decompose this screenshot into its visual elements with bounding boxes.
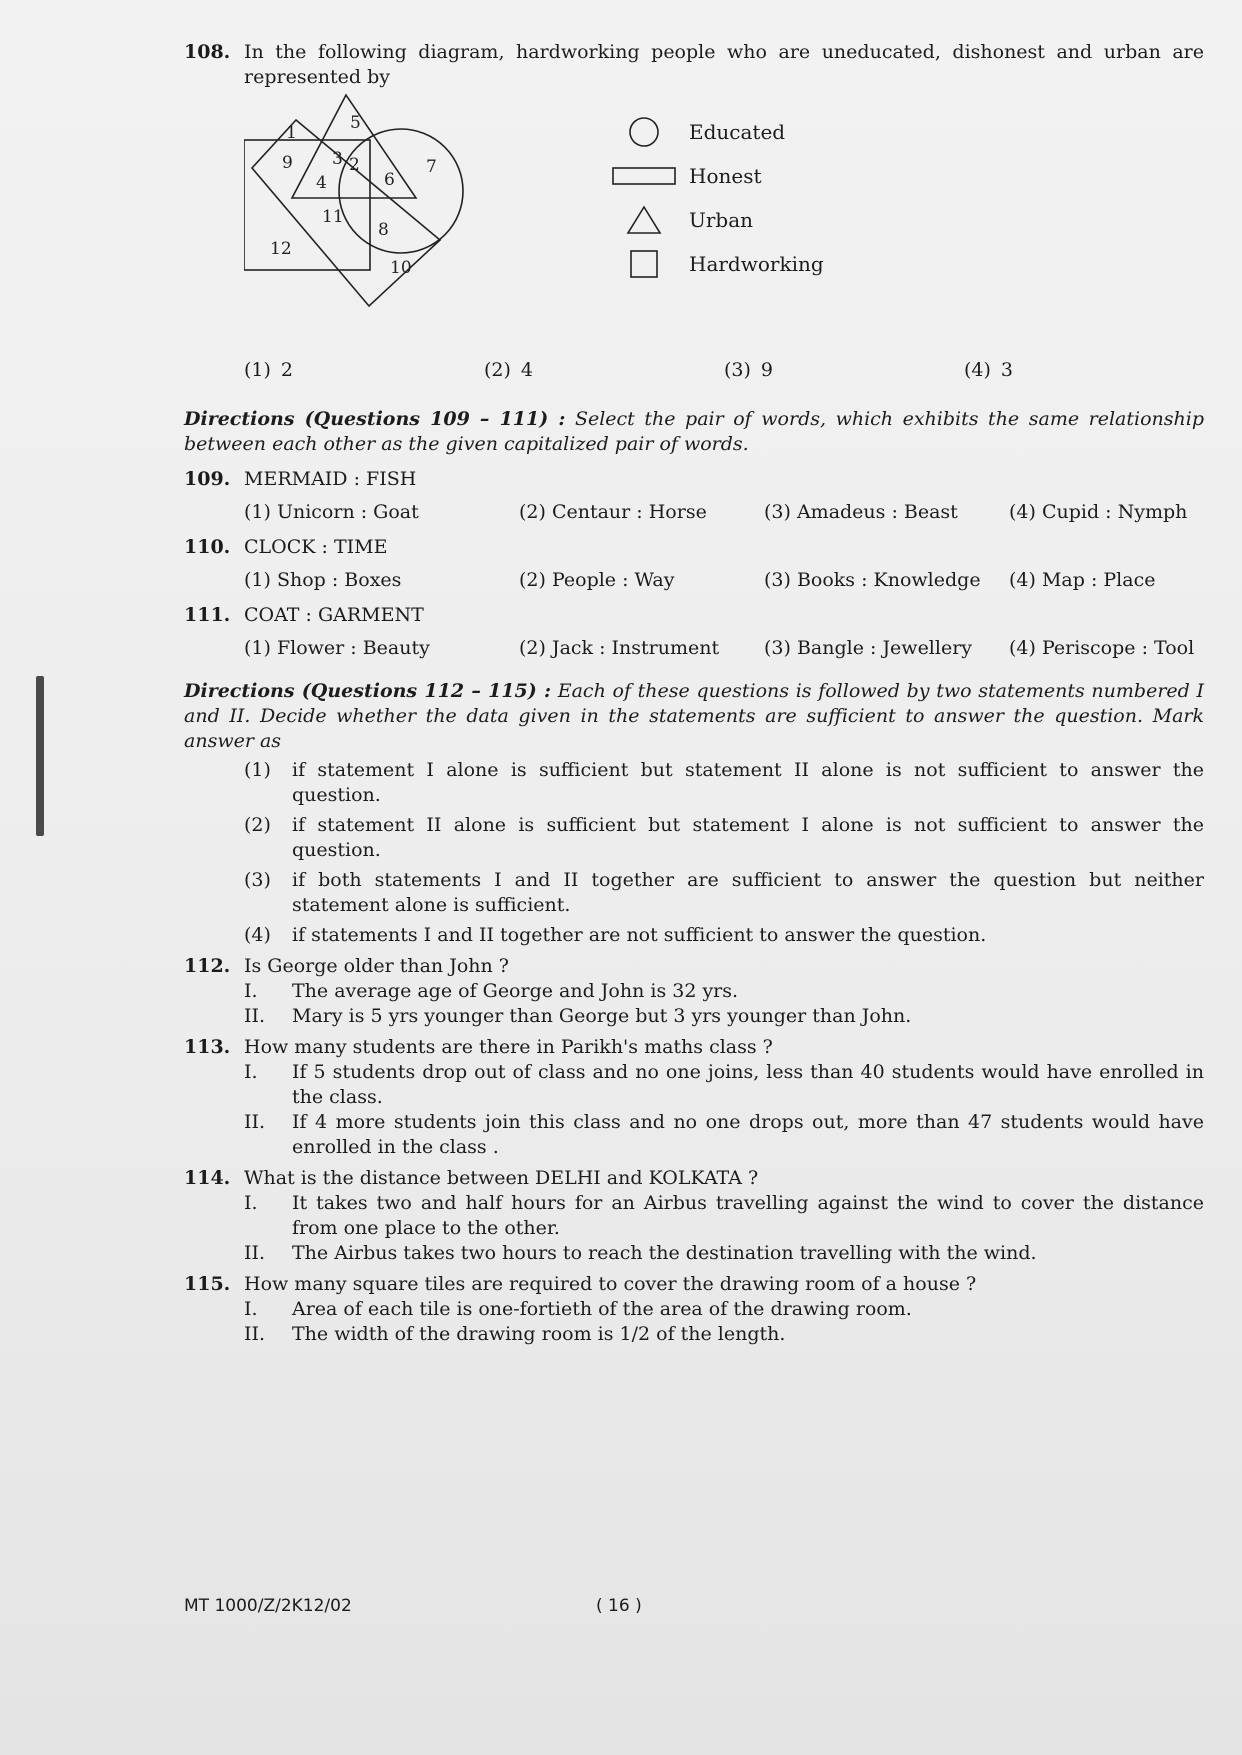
legend-item-hardworking: [609, 242, 824, 286]
directions-112-115: [184, 679, 1204, 754]
question-114: [184, 1166, 1204, 1191]
directions-109-111: [184, 407, 1204, 457]
circle-educated-shape: [339, 129, 463, 253]
region-label-2: 2: [349, 155, 360, 175]
option-2[interactable]: (2) Centaur : Horse: [519, 501, 707, 523]
content: [184, 40, 1204, 1347]
question-text: In the following diagram, hardworking people who are uneducated, dishonest and urban are represented by: [244, 41, 1204, 88]
question-108-options: [244, 358, 1204, 383]
region-label-10: 10: [390, 258, 412, 278]
question-number: 109.: [184, 468, 231, 490]
answer-key-item: (1) if statement I alone is sufficient but statement II alone is not sufficient to answer the question.: [244, 759, 1204, 806]
directions-text: Each of these questions is followed by two statements numbered I and II. Decide whether the data given in the statements are sufficient to answer the question. Mark answer as: [184, 680, 1205, 752]
answer-key-item: (2) if statement II alone is sufficient but statement I alone is not sufficient to answer the question.: [244, 814, 1204, 861]
question-text: Is George older than John ?: [244, 955, 509, 977]
directions-label: Directions (Questions 109 – 111) :: [184, 408, 566, 430]
question-text: MERMAID : FISH: [244, 468, 417, 490]
region-label-11: 11: [322, 207, 344, 227]
triangle-urban-shape: [292, 95, 416, 198]
statement-I: I. The average age of George and John is 32 yrs.: [244, 980, 739, 1002]
directions-text: Select the pair of words, which exhibits the same relationship between each other as the given capitalized pair of words.: [184, 408, 1204, 455]
question-111: [184, 603, 1204, 628]
option-1[interactable]: (1) Shop : Boxes: [244, 569, 402, 591]
directions-label: Directions (Questions 112 – 115) :: [184, 680, 552, 702]
legend-item-educated: [609, 110, 824, 154]
statement-II: II. The width of the drawing room is 1/2 of the length.: [244, 1323, 786, 1345]
square-icon: [609, 249, 679, 279]
region-label-9: 9: [282, 153, 293, 173]
question-108: [184, 40, 1204, 90]
booklet-code: MT 1000/Z/2K12/02: [184, 1596, 352, 1616]
question-109-options: [244, 500, 1204, 525]
binding-mark: [36, 676, 44, 836]
option-1[interactable]: (1) Unicorn : Goat: [244, 501, 419, 523]
region-label-12: 12: [270, 239, 292, 259]
option-2[interactable]: (2) 4: [484, 359, 534, 381]
answer-key-item: (3) if both statements I and II together are sufficient to answer the question but neither statement alone is sufficient.: [244, 869, 1204, 916]
question-110-options: [244, 568, 1204, 593]
question-number: 112.: [184, 955, 231, 977]
option-3[interactable]: (3) 9: [724, 359, 774, 381]
question-110: [184, 535, 1204, 560]
question-111-options: [244, 636, 1204, 661]
answer-key-list: [244, 758, 1204, 948]
option-4[interactable]: (4) Periscope : Tool: [1009, 637, 1195, 659]
legend-label: Hardworking: [689, 251, 824, 276]
region-label-6: 6: [384, 170, 395, 190]
option-2[interactable]: (2) People : Way: [519, 569, 675, 591]
question-number: 108.: [184, 41, 231, 63]
option-3[interactable]: (3) Bangle : Jewellery: [764, 637, 973, 659]
region-label-1: 1: [286, 123, 297, 143]
option-4[interactable]: (4) 3: [964, 359, 1014, 381]
question-text: How many square tiles are required to cover the drawing room of a house ?: [244, 1273, 977, 1295]
statement-I: I. It takes two and half hours for an Airbus travelling against the wind to cover the distance from one place to the other.: [244, 1192, 1204, 1239]
legend-label: Honest: [689, 163, 762, 188]
question-text: How many students are there in Parikh's maths class ?: [244, 1036, 773, 1058]
rectangle-honest-shape: [252, 120, 440, 306]
page-number: ( 16 ): [596, 1596, 642, 1616]
venn-diagram-row: [244, 90, 1204, 358]
statement-I: I. If 5 students drop out of class and no one joins, less than 40 students would have enrolled in the class.: [244, 1061, 1204, 1108]
question-number: 113.: [184, 1036, 231, 1058]
statement-II: II. The Airbus takes two hours to reach the destination travelling with the wind.: [244, 1242, 1037, 1264]
question-number: 110.: [184, 536, 231, 558]
question-109: [184, 467, 1204, 492]
region-label-5: 5: [350, 113, 361, 133]
statement-II: II. Mary is 5 yrs younger than George but 3 yrs younger than John.: [244, 1005, 912, 1027]
region-label-4: 4: [316, 173, 327, 193]
legend-item-urban: [609, 198, 824, 242]
option-4[interactable]: (4) Map : Place: [1009, 569, 1156, 591]
triangle-icon: [609, 204, 679, 236]
answer-key-item: (4) if statements I and II together are not sufficient to answer the question.: [244, 924, 987, 946]
question-115: [184, 1272, 1204, 1297]
venn-legend: [609, 110, 824, 286]
statement-II: II. If 4 more students join this class and no one drops out, more than 47 students would have enrolled in the class .: [244, 1111, 1204, 1158]
question-text: What is the distance between DELHI and KOLKATA ?: [244, 1167, 759, 1189]
option-3[interactable]: (3) Books : Knowledge: [764, 569, 981, 591]
venn-diagram: [244, 90, 484, 316]
question-112: [184, 954, 1204, 979]
circle-icon: [609, 115, 679, 149]
region-label-3: 3: [332, 149, 343, 169]
legend-label: Urban: [689, 207, 754, 232]
question-text: CLOCK : TIME: [244, 536, 388, 558]
region-label-7: 7: [426, 157, 437, 177]
question-number: 115.: [184, 1273, 231, 1295]
option-1[interactable]: (1) Flower : Beauty: [244, 637, 430, 659]
question-113: [184, 1035, 1204, 1060]
region-label-8: 8: [378, 220, 389, 240]
statement-I: I. Area of each tile is one-fortieth of the area of the drawing room.: [244, 1298, 912, 1320]
option-3[interactable]: (3) Amadeus : Beast: [764, 501, 958, 523]
legend-item-honest: [609, 154, 824, 198]
legend-label: Educated: [689, 119, 786, 144]
question-text: COAT : GARMENT: [244, 604, 424, 626]
question-number: 111.: [184, 604, 231, 626]
rectangle-icon: [609, 165, 679, 187]
option-2[interactable]: (2) Jack : Instrument: [519, 637, 720, 659]
option-1[interactable]: (1) 2: [244, 359, 294, 381]
question-number: 114.: [184, 1167, 231, 1189]
option-4[interactable]: (4) Cupid : Nymph: [1009, 501, 1188, 523]
